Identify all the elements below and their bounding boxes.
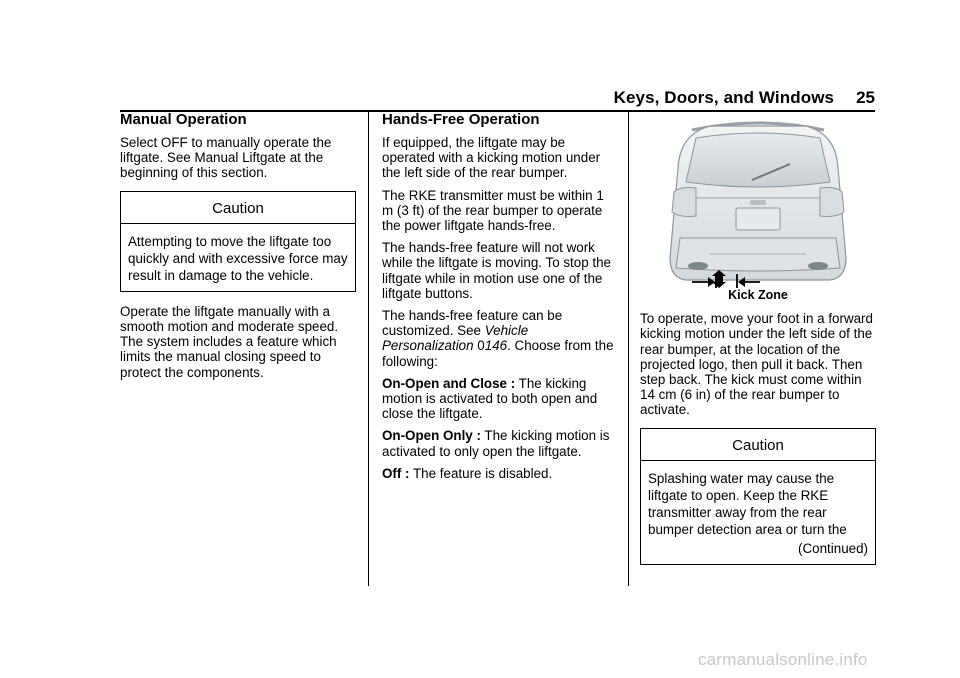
page-ref-icon: 0 xyxy=(477,338,485,354)
paragraph: The RKE transmitter must be within 1 m (3 ft) of the rear bumper to operate the power liftgate hands-free. xyxy=(382,187,604,234)
paragraph: To operate, move your foot in a forward kicking motion under the left side of the rear bumper, at the location of the projected logo, then pull it back. Then step back. The kick must come within 14 cm (6 in) of the rear bumper to activate. xyxy=(640,311,873,418)
caution-box xyxy=(120,191,356,292)
text: . Choose from the following: xyxy=(382,338,614,369)
option-text: The feature is disabled. xyxy=(409,465,553,481)
column-divider xyxy=(628,112,629,586)
page-number: 25 xyxy=(856,88,875,107)
caution-body xyxy=(641,461,875,564)
caution-title: Caution xyxy=(121,192,355,224)
column-divider xyxy=(368,112,369,586)
caution-text: Splashing water may cause the liftgate to open. Keep the RKE transmitter away from the rear bumper detection area or turn the xyxy=(648,470,847,537)
figure-caption: Kick Zone xyxy=(728,288,788,302)
manual-operation-heading: Manual Operation xyxy=(120,111,247,128)
option-item xyxy=(382,376,618,422)
vehicle-rear-illustration xyxy=(640,108,876,288)
continued-label: (Continued) xyxy=(798,540,868,556)
option-text: The kicking motion is activated to both open and close the liftgate. xyxy=(382,375,598,422)
paragraph xyxy=(382,308,618,369)
paragraph: The hands-free feature will not work while the liftgate is moving. To stop the liftgate while in motion use one of the liftgate buttons. xyxy=(382,240,612,301)
column-2 xyxy=(382,108,618,488)
kick-zone-figure xyxy=(640,108,876,288)
hands-free-operation-heading: Hands-Free Operation xyxy=(382,111,540,128)
caution-title: Caution xyxy=(641,429,875,461)
column-3 xyxy=(640,108,876,577)
paragraph: If equipped, the liftgate may be operated with a kicking motion under the left side of the rear bumper. xyxy=(382,135,601,181)
paragraph: Select OFF to manually operate the liftgate. See Manual Liftgate at the beginning of this section. xyxy=(120,135,332,181)
option-item xyxy=(382,428,618,458)
caution-box xyxy=(640,428,876,565)
watermark: carmanualsonline.info xyxy=(698,650,868,669)
option-text: The kicking motion is activated to only open the liftgate. xyxy=(382,428,610,459)
caution-body: Attempting to move the liftgate too quickly and with excessive force may result in damage to the vehicle. xyxy=(128,233,348,283)
section-title: Keys, Doors, and Windows xyxy=(613,88,835,107)
column-1 xyxy=(120,108,356,387)
option-term: Off : xyxy=(382,465,410,481)
paragraph: Operate the liftgate manually with a smooth motion and moderate speed. The system includes a feature which limits the manual closing speed to protect the components. xyxy=(120,303,339,380)
option-term: On-Open and Close : xyxy=(382,375,516,391)
page-ref-number[interactable]: 146 xyxy=(484,338,508,354)
text: The hands-free feature can be customized. See xyxy=(382,308,563,339)
option-item xyxy=(382,466,618,481)
cross-reference-link[interactable]: Vehicle Personalization xyxy=(382,323,529,354)
option-term: On-Open Only : xyxy=(382,428,481,444)
